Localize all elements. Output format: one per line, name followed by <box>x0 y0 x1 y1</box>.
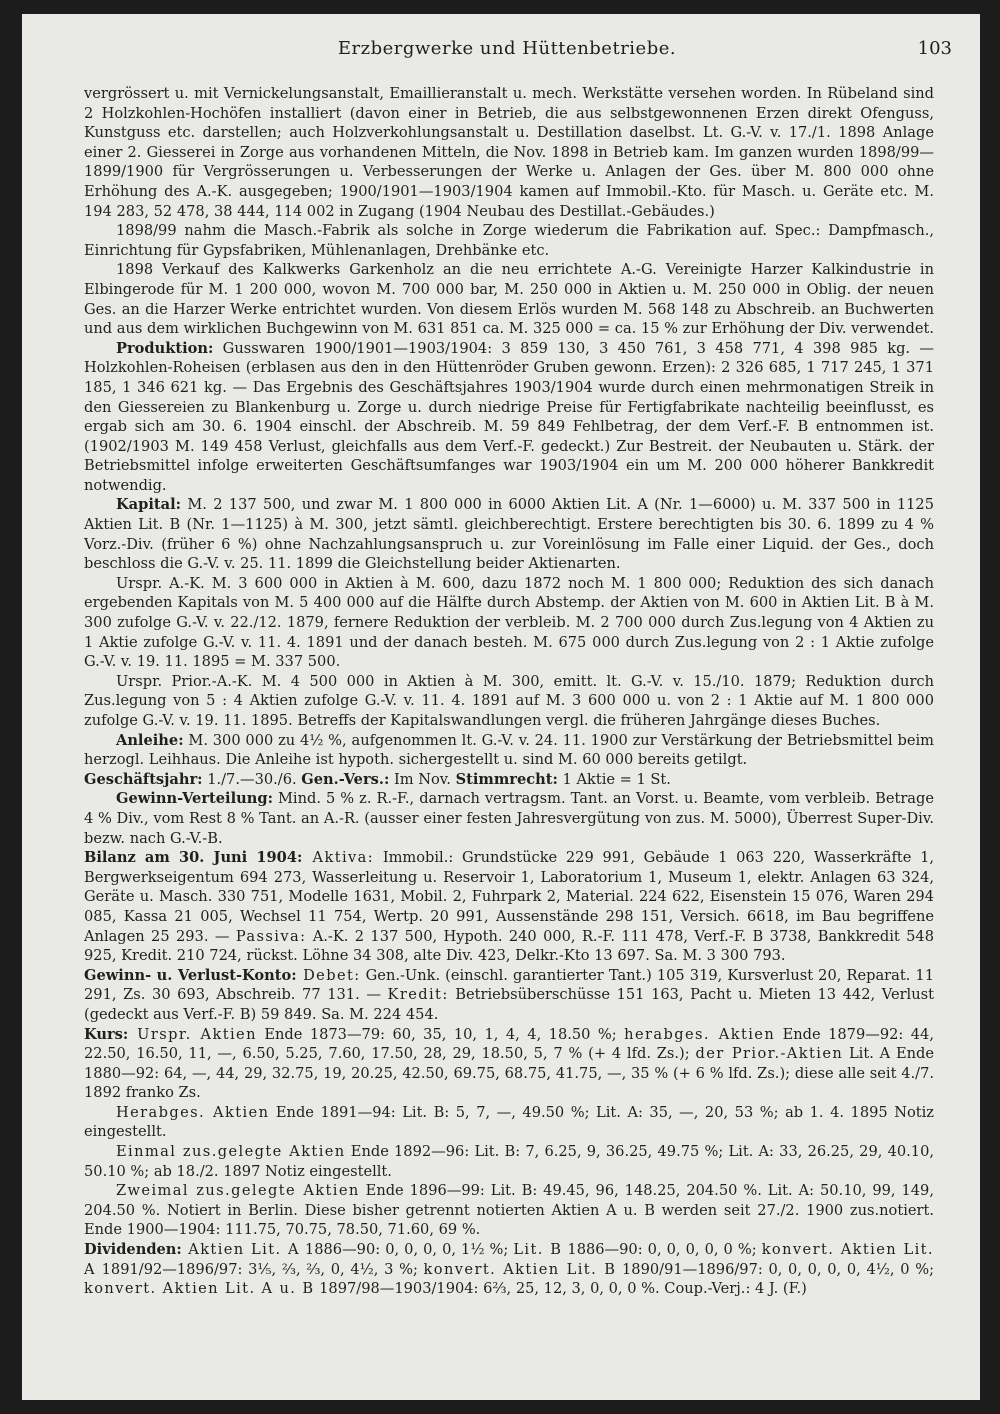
section-label: Anleihe: <box>116 731 184 749</box>
paragraph-text: Lit. A Ende 1880—92: 64, —, 44, 29, 32.75, 19, 20.25, 42.50, 69.75, 68.75, 41.75, —, 35 % (+ 6 % lfd. Zs.); diese alle seit 4./7. 1892 franko Zs. <box>84 1045 934 1102</box>
paragraph-text: Gen.-Unk. (einschl. garantierter Tant.) 105 319, Kursverlust 20, Reparat. 11 291, Zs. 30 693, Abschreib. 77 131. — <box>84 966 934 1004</box>
paragraph-text: Ende 1896—99: Lit. B: 49.45, 96, 148.25, 204.50 %. Lit. A: 50.10, 99, 149, 204.50 %. Notiert in Berlin. Diese bisher getrennt notierten Aktien A u. B werden seit 27./2. 1900 zus.notiert. Ende 1900—1904: 111.75, 70.75, 78.50, 71.60, 69 %. <box>84 1182 934 1239</box>
section-label: Gewinn- u. Verlust-Konto: <box>84 966 297 984</box>
paragraph-text: 1898 Verkauf des Kalkwerks Garkenholz an die neu errichtete A.-G. Vereinigte Harzer Kalkindustrie in Elbingerode für M. 1 200 000, wovon M. 700 000 bar, M. 250 000 in Aktien u. M. 250 000 in Oblig. der neuen Ges. an die Harzer Werke entrichtet wurden. Von diesem Erlös wurden M. 568 148 zu Abschreib. an Buchwerten und aus dem wirklichen Buchgewinn von M. 631 851 ca. M. 325 000 = ca. 15 % zur Erhöhung der Div. verwendet. <box>84 261 934 338</box>
paragraph-text: 1897/98—1903/1904: 6⅔, 25, 12, 3, 0, 0, 0 %. Coup.-Verj.: 4 J. (F.) <box>314 1280 807 1298</box>
section-label: Kapital: <box>116 496 182 514</box>
paragraph-text: 1891/92—1896/97: 3⅕, ²⁄₃, ²⁄₃, 0, 4½, 3 %; <box>95 1260 424 1278</box>
section-label: Stimmrecht: <box>455 770 558 788</box>
paragraph-text: 1./7.—30./6. <box>202 770 302 788</box>
spaced-term: herabges. Aktien <box>624 1025 776 1043</box>
paragraph <box>84 84 934 221</box>
paragraph <box>84 1025 934 1103</box>
paragraph-text: Urspr. Prior.-A.-K. M. 4 500 000 in Aktien à M. 300, emitt. lt. G.-V. v. 15./10. 1879; Reduktion durch Zus.legung von 5 : 4 Aktien zufolge G.-V. v. 11. 4. 1891 auf M. 3 600 000 u. von 2 : 1 Aktie auf M. 1 800 000 zufolge G.-V. v. 19. 11. 1895. Betreffs der Kapitalswandlungen vergl. die früheren Jahrgänge dieses Buches. <box>84 672 934 729</box>
paragraph <box>84 1240 934 1299</box>
paragraph-text: 1886—90: 0, 0, 0, 0, 1½ %; <box>299 1241 514 1259</box>
paragraph <box>84 789 934 848</box>
spaced-term: konvert. Aktien Lit. B <box>423 1260 617 1278</box>
spaced-term: Aktien Lit. A <box>181 1241 300 1259</box>
paragraph-text: Betriebsüberschüsse 151 163, Pacht u. Mieten 13 442, Verlust (gedeckt aus Verf.-F. B) 59 849. Sa. M. 224 454. <box>84 986 934 1023</box>
paragraph-text: Ende 1873—79: 60, 35, 10, 1, 4, 4, 18.50 %; <box>256 1025 625 1043</box>
paragraph-text: Im Nov. <box>389 770 456 788</box>
spaced-term: konvert. Aktien Lit. A <box>84 1241 934 1278</box>
paragraph-text: Ende 1891—94: Lit. B: 5, 7, —, 49.50 %; Lit. A: 35, —, 20, 53 %; ab 1. 4. 1895 Notiz eingestellt. <box>84 1103 934 1141</box>
paragraph-text: vergrössert u. mit Vernickelungsanstalt, Emaillieranstalt u. mech. Werkstätte versehen worden. In Rübeland sind 2 Holzkohlen-Hochöfen installiert (davon einer in Betrieb, die aus selbstgewonnenen Erzen direkt Ofenguss, Kunstguss etc. darstellen; auch Holzverkohlungsanstalt u. Destillation daselbst. Lt. G.-V. v. 17./1. 1898 Anlage einer 2. Giesserei in Zorge aus vorhandenen Mitteln, die Nov. 1898 in Betrieb kam. Im ganzen wurden 1898/99—1899/1900 für Vergrösserungen u. Verbesserungen der Werke u. Anlagen der Ges. über M. 800 000 ohne Erhöhung des A.-K. ausgegeben; 1900/1901—1903/1904 kamen auf Immobil.-Kto. für Masch. u. Geräte etc. M. 194 283, 52 478, 38 444, 114 002 in Zugang (1904 Neubau des Destillat.-Gebäudes.) <box>84 85 934 220</box>
paragraph-text: Ende 1892—96: Lit. B: 7, 6.25, 9, 36.25, 49.75 %; Lit. A: 33, 26.25, 29, 40.10, 50.10 %; ab 18./2. 1897 Notiz eingestellt. <box>84 1143 934 1180</box>
paragraph-text: 1 Aktie = 1 St. <box>557 770 671 788</box>
paragraph-text: A.-K. 2 137 500, Hypoth. 240 000, R.-F. 111 478, Verf.-F. B 3738, Bankkredit 548 925, Kredit. 210 724, rückst. Löhne 34 308, alte Div. 423, Delkr.-Kto 13 697. Sa. M. 3 300 793. <box>84 927 934 965</box>
page-number: 103 <box>917 38 952 59</box>
spaced-term: Kredit: <box>387 986 449 1004</box>
spaced-term: Herabges. Aktien <box>116 1103 270 1121</box>
spaced-term: Zweimal zus.gelegte Aktien <box>116 1182 360 1200</box>
paragraph-text: Urspr. A.-K. M. 3 600 000 in Aktien à M. 600, dazu 1872 noch M. 1 800 000; Reduktion des sich danach ergebenden Kapitals von M. 5 400 000 auf die Hälfte durch Abstemp. der Aktien von M. 600 in Aktien Lit. B à M. 300 zufolge G.-V. v. 22./12. 1879, fernere Reduktion der verbleib. M. 2 700 000 durch Zus.legung von 4 Aktien zu 1 Aktie zufolge G.-V. v. 11. 4. 1891 und der danach besteh. M. 675 000 durch Zus.legung von 2 : 1 Aktie zufolge G.-V. v. 19. 11. 1895 = M. 337 500. <box>84 574 934 671</box>
paragraph <box>84 672 934 731</box>
paragraph-text: 1898/99 nahm die Masch.-Fabrik als solche in Zorge wiederum die Fabrikation auf. Spec.: Dampfmasch., Einrichtung für Gypsfabriken, Mühlenanlagen, Drehbänke etc. <box>84 222 934 259</box>
section-label: Produktion: <box>116 339 214 357</box>
paragraph-text: Ende 1879—92: 44, 22.50, 16.50, 11, —, 6.50, 5.25, 7.60, 17.50, 28, 29, 18.50, 5, 7 % (+ 4 lfd. Zs.); <box>84 1025 934 1063</box>
section-label: Dividenden: <box>84 1241 182 1259</box>
spaced-term: Debet: <box>296 966 361 984</box>
section-label: Gewinn-Verteilung: <box>116 790 273 808</box>
paragraph-text: M. 2 137 500, und zwar M. 1 800 000 in 6000 Aktien Lit. A (Nr. 1—6000) u. M. 337 500 in 1125 Aktien Lit. B (Nr. 1—1125) à M. 300, jetzt sämtl. gleichberechtigt. Erstere berechtigten bis 30. 6. 1899 zu 4 % Vorz.-Div. (früher 6 %) ohne Nachzahlungsanspruch u. zur Voreinlösung im Falle einer Liquid. der Ges., doch beschloss die G.-V. v. 25. 11. 1899 die Gleichstellung beider Aktienarten. <box>84 496 934 573</box>
section-label: Geschäftsjahr: <box>84 770 203 788</box>
spaced-term: Einmal zus.gelegte Aktien <box>116 1143 346 1161</box>
page-body <box>84 84 934 1299</box>
paragraph <box>84 221 934 260</box>
paragraph <box>84 495 934 573</box>
paragraph <box>84 339 934 496</box>
spaced-term: konvert. Aktien Lit. A u. B <box>84 1280 315 1298</box>
book-page <box>22 14 980 1400</box>
paragraph <box>84 731 934 770</box>
spaced-term: Passiva: <box>235 927 307 945</box>
paragraph <box>84 966 934 1025</box>
page-header <box>62 38 952 68</box>
spaced-term: der Prior.-Aktien <box>695 1045 844 1063</box>
section-label: Kurs: <box>84 1025 129 1043</box>
paragraph-text: M. 300 000 zu 4½ %, aufgenommen lt. G.-V. v. 24. 11. 1900 zur Verstärkung der Betriebsmittel beim herzogl. Leihhaus. Die Anleihe ist hypoth. sichergestellt u. sind M. 60 000 bereits getilgt. <box>84 731 934 769</box>
spaced-term: Aktiva: <box>302 849 375 867</box>
paragraph <box>84 1142 934 1181</box>
spaced-term: Urspr. Aktien <box>128 1025 257 1043</box>
paragraph <box>84 1181 934 1240</box>
running-title: Erzbergwerke und Hüttenbetriebe. <box>337 38 677 59</box>
paragraph-text: Immobil.: Grundstücke 229 991, Gebäude 1 063 220, Wasserkräfte 1, Bergwerkseigentum 694 273, Wasserleitung u. Reservoir 1, Laboratorium 1, Museum 1, elektr. Anlagen 63 324, Geräte u. Masch. 330 751, Modelle 1631, Mobil. 2, Fuhrpark 2, Material. 224 622, Eisenstein 15 076, Waren 294 085, Kassa 21 005, Wechsel 11 754, Wertp. 20 991, Aussenstände 298 151, Versich. 6618, im Bau begriffene Anlagen 25 293. — <box>84 849 934 945</box>
paragraph-text: Mind. 5 % z. R.-F., darnach vertragsm. Tant. an Vorst. u. Beamte, vom verbleib. Betrage 4 % Div., vom Rest 8 % Tant. an A.-R. (ausser einer festen Jahresvergütung von zus. M. 5000), Überrest Super-Div. bezw. nach G.-V.-B. <box>84 790 934 847</box>
spaced-term: Lit. B <box>513 1241 563 1259</box>
paragraph-text: Gusswaren 1900/1901—1903/1904: 3 859 130, 3 450 761, 3 458 771, 4 398 985 kg. — Holzkohlen-Roheisen (erblasen aus den in den Hüttenröder Gruben gewonn. Erzen): 2 326 685, 1 717 245, 1 371 185, 1 346 621 kg. — Das Ergebnis des Geschäftsjahres 1903/1904 wurde durch einen mehrmonatigen Streik in den Giessereien zu Blankenburg u. Zorge u. durch niedrige Preise für Fertigfabrikate nachteilig beeinflusst, es ergab sich am 30. 6. 1904 einschl. der Abschreib. M. 59 849 Fehlbetrag, der dem Verf.-F. B entnommen ist. (1902/1903 M. 149 458 Verlust, gleichfalls aus dem Verf.-F. gedeckt.) Zur Bestreit. der Neubauten u. Stärk. der Betriebsmittel infolge erweiterten Geschäftsumfanges war 1903/1904 ein um M. 200 000 höherer Bankkredit notwendig. <box>84 339 934 494</box>
section-label: Bilanz am 30. Juni 1904: <box>84 849 303 867</box>
paragraph-text: 1890/91—1896/97: 0, 0, 0, 0, 0, 4½, 0 %; <box>616 1260 934 1278</box>
section-label: Gen.-Vers.: <box>301 770 390 788</box>
paragraph <box>84 1103 934 1142</box>
paragraph-text: 1886—90: 0, 0, 0, 0, 0 %; <box>562 1241 762 1259</box>
paragraph <box>84 770 934 790</box>
paragraph <box>84 260 934 338</box>
paragraph <box>84 574 934 672</box>
paragraph <box>84 848 934 966</box>
